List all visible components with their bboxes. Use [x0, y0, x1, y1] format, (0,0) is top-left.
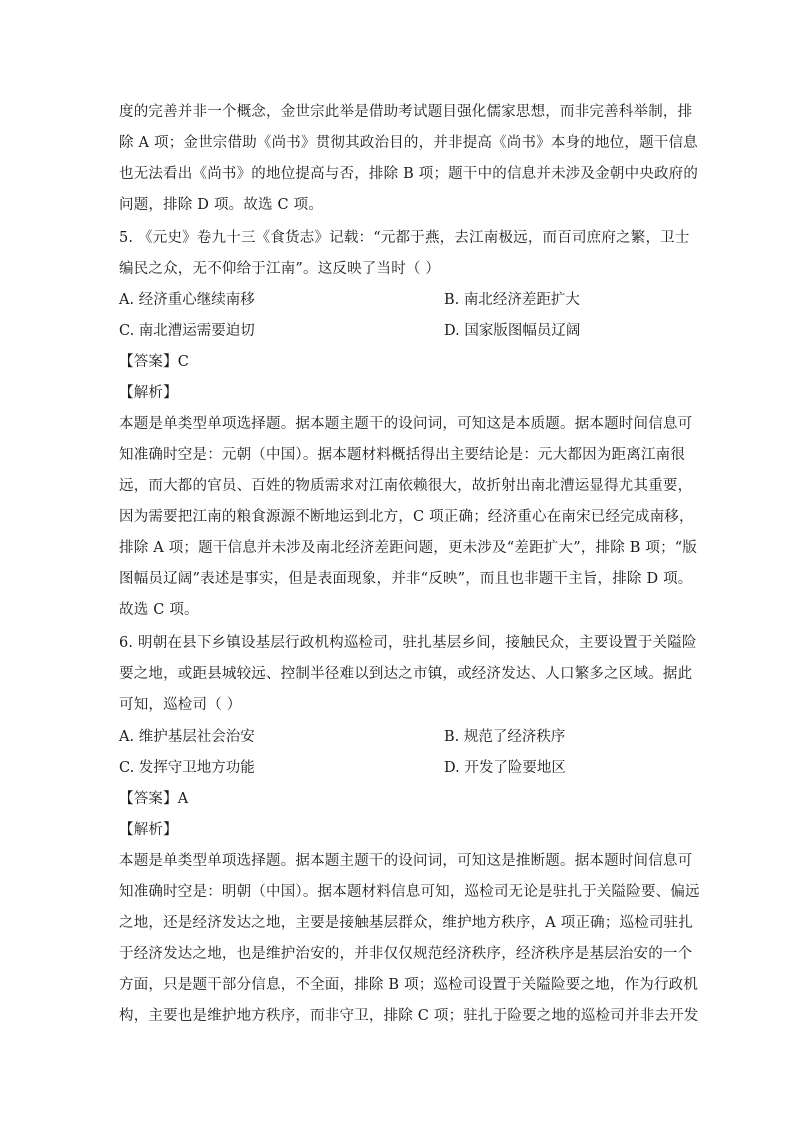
q6-answer: 【答案】A	[119, 791, 189, 807]
q6-stem-line-3: 可知，巡检司（ ）	[119, 697, 242, 713]
q5-stem-line-2: 编民之众，无不仰给于江南”。这反映了当时（ ）	[119, 261, 441, 277]
q5-analysis-line-3: 远，而大都的官员、百姓的物质需求对江南依赖很大，故折射出南北漕运显得尤其重要，	[119, 478, 693, 494]
q6-analysis-line-5: 方面，只是题干部分信息，不全面，排除 B 项；巡检司设置于关隘险要之地，作为行政机	[119, 977, 699, 993]
q6-option-a: A. 维护基层社会治安	[119, 729, 255, 745]
q6-stem-line-2: 要之地，或距县城较远、控制半径难以到达之市镇，或经济发达、人口繁多之区域。据此	[119, 666, 693, 682]
q5-option-a: A. 经济重心继续南移	[119, 292, 255, 308]
prev-explanation-line-1: 度的完善并非一个概念，金世宗此举是借助考试题目强化儒家思想，而非完善科举制，排	[119, 104, 693, 120]
q6-option-d: D. 开发了险要地区	[444, 760, 566, 776]
q5-analysis-line-6: 图幅员辽阔”表述是事实，但是表面现象，并非“反映”，而且也非题干主旨，排除 D 项。	[119, 571, 693, 587]
q6-analysis-line-3: 之地，还是经济发达之地，主要是接触基层群众，维护地方秩序，A 项正确；巡检司驻扎	[119, 915, 694, 931]
q6-analysis-heading: 【解析】	[119, 822, 178, 838]
q5-analysis-line-5: 排除 A 项；题干信息并未涉及南北经济差距问题，更未涉及“差距扩大”，排除 B 项；“版	[119, 540, 698, 556]
q6-analysis-line-6: 构，主要也是维护地方秩序，而非守卫，排除 C 项；驻扎于险要之地的巡检司并非去开发	[119, 1008, 699, 1024]
q5-analysis-line-4: 因为需要把江南的粮食源源不断地运到北方，C 项正确；经济重心在南宋已经完成南移，	[119, 509, 694, 525]
q5-option-c: C. 南北漕运需要迫切	[119, 323, 255, 339]
q5-analysis-line-2: 知准确时空是：元朝（中国）。据本题材料概括得出主要结论是：元大都因为距离江南很	[119, 447, 686, 463]
q6-stem-line-1: 6. 明朝在县下乡镇设基层行政机构巡检司，驻扎基层乡间，接触民众，主要设置于关隘险	[119, 635, 697, 651]
prev-explanation-line-2: 除 A 项；金世宗借助《尚书》贯彻其政治目的，并非提高《尚书》本身的地位，题干信息	[119, 135, 698, 151]
q5-option-d: D. 国家版图幅员辽阔	[444, 323, 581, 339]
q5-option-b: B. 南北经济差距扩大	[444, 292, 580, 308]
q5-answer: 【答案】C	[119, 354, 190, 370]
q6-option-b: B. 规范了经济秩序	[444, 729, 566, 745]
q5-analysis-heading: 【解析】	[119, 385, 178, 401]
q6-option-c: C. 发挥守卫地方功能	[119, 760, 255, 776]
prev-explanation-line-4: 问题，排除 D 项。故选 C 项。	[119, 197, 324, 213]
q5-analysis-line-7: 故选 C 项。	[119, 602, 199, 618]
q5-stem-line-1: 5. 《元史》卷九十三《食货志》记载：“元都于燕，去江南极远，而百司庶府之繁，卫士	[119, 230, 690, 246]
prev-explanation-line-3: 也无法看出《尚书》的地位提高与否，排除 B 项；题干中的信息并未涉及金朝中央政府的	[119, 166, 699, 182]
q6-analysis-line-2: 知准确时空是：明朝（中国）。据本题材料信息可知，巡检司无论是驻扎于关隘险要、偏远	[119, 884, 700, 900]
q6-analysis-line-4: 于经济发达之地，也是维护治安的，并非仅仅规范经济秩序，经济秩序是基层治安的一个	[119, 946, 693, 962]
q5-analysis-line-1: 本题是单类型单项选择题。据本题主题干的设问词，可知这是本质题。据本题时间信息可	[119, 416, 693, 432]
q6-analysis-line-1: 本题是单类型单项选择题。据本题主题干的设问词，可知这是推断题。据本题时间信息可	[119, 853, 693, 869]
